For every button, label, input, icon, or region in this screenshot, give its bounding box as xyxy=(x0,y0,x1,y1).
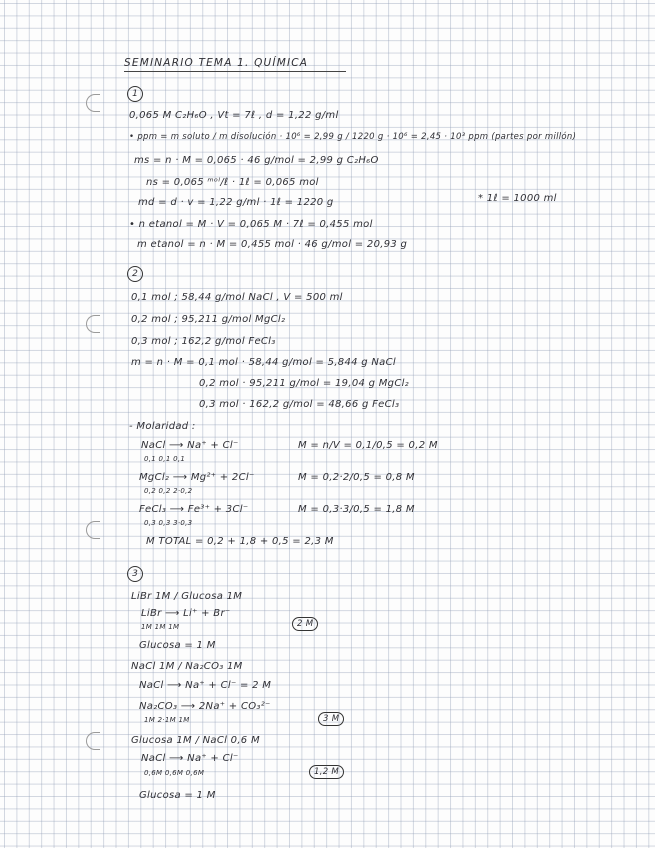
p1-m-ethanol: m etanol = n · M = 0,455 mol · 46 g/mol = 20,93 g xyxy=(137,239,408,250)
p2-mass1: m = n · M = 0,1 mol · 58,44 g/mol = 5,844 g NaCl xyxy=(131,357,396,368)
p1-n-ethanol: • n etanol = M · V = 0,065 M · 7ℓ = 0,455 mol xyxy=(129,219,373,230)
binder-hole xyxy=(86,315,100,333)
p3-a-sub: 1M 1M 1M xyxy=(141,623,180,631)
p2-r3-eq: FeCl₃ ⟶ Fe³⁺ + 3Cl⁻ xyxy=(139,504,249,515)
p2-r3-sub: 0,3 0,3 3·0,3 xyxy=(144,519,193,527)
section-number-1: 1 xyxy=(127,86,143,102)
p2-r2-calc: M = 0,2·2/0,5 = 0,8 M xyxy=(298,472,415,483)
p2-mass3: 0,3 mol · 162,2 g/mol = 48,66 g FeCl₃ xyxy=(199,399,400,410)
p3-c-eq: NaCl ⟶ Na⁺ + Cl⁻ xyxy=(141,753,239,764)
p3-b-result: 3 M xyxy=(318,712,344,726)
page-title: SEMINARIO TEMA 1. QUÍMICA xyxy=(124,57,309,69)
binder-hole xyxy=(86,732,100,750)
p3-b-title: NaCl 1M / Na₂CO₃ 1M xyxy=(131,661,243,672)
section-number-3: 3 xyxy=(127,566,143,582)
p3-a-eq: LiBr ⟶ Li⁺ + Br⁻ xyxy=(141,608,231,619)
p1-moles: ns = 0,065 ᵐᵒˡ/ℓ · 1ℓ = 0,065 mol xyxy=(146,177,319,188)
p3-c-result: 1,2 M xyxy=(309,765,344,779)
p1-ppm: • ppm = m soluto / m disolución · 10⁶ = 2,99 g / 1220 g · 10⁶ = 2,45 · 10³ ppm (partes por millón) xyxy=(129,132,577,142)
p3-c-title: Glucosa 1M / NaCl 0,6 M xyxy=(131,735,260,746)
binder-hole xyxy=(86,521,100,539)
p2-r1-eq: NaCl ⟶ Na⁺ + Cl⁻ xyxy=(141,440,239,451)
p2-mass2: 0,2 mol · 95,211 g/mol = 19,04 g MgCl₂ xyxy=(199,378,409,389)
binder-hole xyxy=(86,94,100,112)
p2-r2-eq: MgCl₂ ⟶ Mg²⁺ + 2Cl⁻ xyxy=(139,472,255,483)
section-number-2: 2 xyxy=(127,266,143,282)
p1-solute-mass: ms = n · M = 0,065 · 46 g/mol = 2,99 g C₂H₆O xyxy=(134,155,379,166)
p2-r2-sub: 0,2 0,2 2·0,2 xyxy=(144,487,193,495)
p1-given: 0,065 M C₂H₆O , Vt = 7ℓ , d = 1,22 g/ml xyxy=(129,110,339,121)
p3-a-result: 2 M xyxy=(292,617,318,631)
p3-b-eq2: Na₂CO₃ ⟶ 2Na⁺ + CO₃²⁻ xyxy=(139,701,271,712)
p3-b-sub: 1M 2·1M 1M xyxy=(144,716,190,724)
p2-r3-calc: M = 0,3·3/0,5 = 1,8 M xyxy=(298,504,415,515)
p3-c-glucose: Glucosa = 1 M xyxy=(139,790,216,801)
p3-c-sub: 0,6M 0,6M 0,6M xyxy=(144,769,205,777)
p2-line1: 0,1 mol ; 58,44 g/mol NaCl , V = 500 ml xyxy=(131,292,343,303)
p2-molarity-label: - Molaridad : xyxy=(129,421,196,432)
p3-a-glucose: Glucosa = 1 M xyxy=(139,640,216,651)
p3-a-title: LiBr 1M / Glucosa 1M xyxy=(131,591,243,602)
title-underline xyxy=(124,71,346,72)
p1-solvent-mass: md = d · v = 1,22 g/ml · 1ℓ = 1220 g xyxy=(138,197,334,208)
p2-r1-calc: M = n/V = 0,1/0,5 = 0,2 M xyxy=(298,440,438,451)
p3-b-eq1: NaCl ⟶ Na⁺ + Cl⁻ = 2 M xyxy=(139,680,272,691)
p2-total: M TOTAL = 0,2 + 1,8 + 0,5 = 2,3 M xyxy=(146,536,334,547)
p2-r1-sub: 0,1 0,1 0,1 xyxy=(144,455,186,463)
p2-line3: 0,3 mol ; 162,2 g/mol FeCl₃ xyxy=(131,336,276,347)
p2-line2: 0,2 mol ; 95,211 g/mol MgCl₂ xyxy=(131,314,286,325)
p1-note: * 1ℓ = 1000 ml xyxy=(478,193,557,204)
